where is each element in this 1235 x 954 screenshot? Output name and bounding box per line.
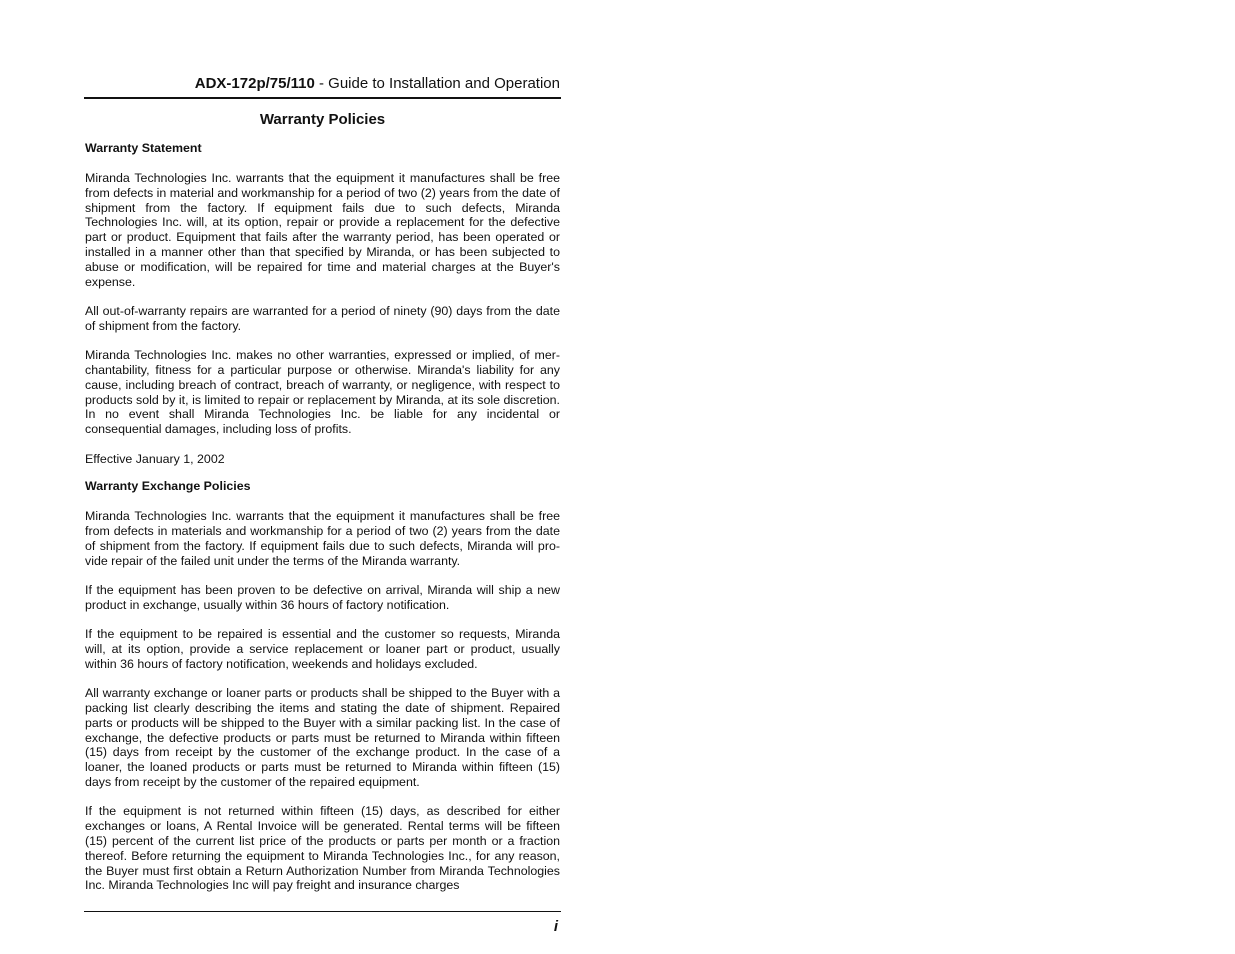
paragraph: All warranty exchange or loaner parts or products shall be shipped to the Buyer with a packing list clearly describing the items and stating the date of shipment. Repaired parts or products will be shipped to the Buyer with a similar packing list. In the case of exchange, the defective products or parts must be returned to Miranda within fifteen (15) days from receipt by the customer of the exchange product. In the case of a loaner, the loaned products or parts must be returned to Miranda within fifteen (15) days from receipt by the customer of the repaired equipment. — [85, 686, 560, 790]
paragraph: If the equipment has been proven to be defective on arrival, Miranda will ship a new product in exchange, usually within 36 hours of factory notification. — [85, 583, 560, 612]
paragraph: If the equipment to be repaired is essential and the customer so requests, Miranda will, at its option, provide a service replacement or loaner part or product, usually within 36 hours of factory notification, weekends and holidays excluded. — [85, 627, 560, 671]
section-heading-warranty-exchange: Warranty Exchange Policies — [85, 479, 251, 494]
paragraph: All out-of-warranty repairs are warranted for a period of ninety (90) days from the date of shipment from the factory. — [85, 303, 560, 333]
header-model: ADX-172p/75/110 — [194, 75, 315, 92]
page-number: i — [553, 918, 558, 935]
page-title: Warranty Policies — [259, 111, 386, 128]
paragraph: Miranda Technologies Inc. makes no other warranties, expressed or implied, of merchantability, fitness for a particular purpose or otherwise. Miranda's liability for any cause, including breach of contract, breach of warranty, or negligence, with respect to products sold by it, is limited to repair or replacement by Miranda, at its sole discretion. In no event shall Miranda Technologies Inc. be liable for any incidental or consequential damages, including loss of profits. — [85, 348, 560, 437]
paragraph: Miranda Technologies Inc. warrants that the equipment it manufactures shall be free from defects in materials and workmanship for a period of two (2) years from the date of shipment from the factory. If equipment fails due to such defects, Miranda will provide repair of the failed unit under the terms of the Miranda warranty. — [85, 509, 560, 568]
document-page — [84, 74, 561, 908]
section-heading-warranty-statement: Warranty Statement — [85, 141, 202, 155]
paragraph: Miranda Technologies Inc. warrants that the equipment it manufactures shall be free from defects in material and workmanship for a period of two (2) years from the date of shipment from the factory. If equipment fails due to such defects, Miranda Technologies Inc. will, at its option, repair or provide a replacement for the defective part or product. Equipment that fails after the warranty period, has been operated or installed in a manner other than that specified by Miranda, or has been subjected to abuse or modification, will be repaired for time and material charges at the Buyer's expense. — [85, 171, 560, 289]
paragraph: If the equipment is not returned within fifteen (15) days, as described for either exchanges or loans, A Rental Invoice will be generated. Rental terms will be fifteen (15) percent of the current list price of the products or parts per month or a fraction thereof. Before returning the equipment to Miranda Technologies Inc., for any reason, the Buyer must first obtain a Return Authorization Number from Miranda Technologies Inc. Miranda Technologies Inc will pay freight and insurance charges — [85, 804, 560, 893]
page-body — [84, 141, 561, 893]
header-separator: - — [314, 75, 329, 92]
header-guide-title: Guide to Installation and Operation — [328, 75, 560, 92]
running-header — [84, 74, 561, 99]
page-footer — [84, 911, 561, 935]
effective-date: Effective January 1, 2002 — [85, 451, 225, 466]
